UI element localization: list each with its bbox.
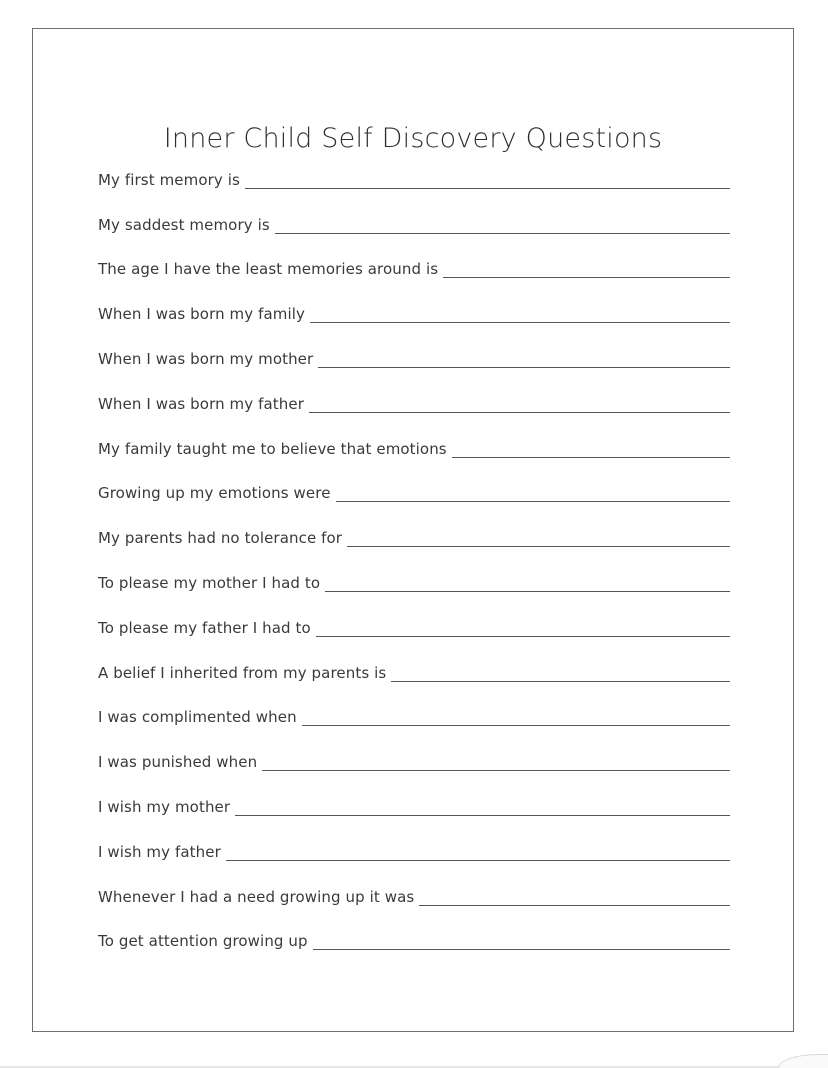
question-item xyxy=(98,608,730,653)
question-item xyxy=(98,518,730,563)
question-label: I was complimented when xyxy=(98,708,297,727)
answer-line[interactable] xyxy=(443,277,730,278)
answer-line[interactable] xyxy=(347,546,730,547)
answer-line[interactable] xyxy=(316,636,730,637)
question-label: My family taught me to believe that emotions xyxy=(98,439,447,458)
question-label: I wish my mother xyxy=(98,797,231,816)
question-item xyxy=(98,250,730,295)
question-item xyxy=(98,160,730,205)
answer-line[interactable] xyxy=(452,457,730,458)
question-item xyxy=(98,384,730,429)
question-label: To please my mother I had to xyxy=(98,573,321,592)
answer-line[interactable] xyxy=(313,949,730,950)
question-label: When I was born my family xyxy=(98,305,306,324)
answer-line[interactable] xyxy=(302,725,730,726)
page-corner-curl xyxy=(778,1054,828,1068)
question-item xyxy=(98,653,730,698)
question-label: A belief I inherited from my parents is xyxy=(98,663,387,682)
question-item xyxy=(98,294,730,339)
question-item xyxy=(98,742,730,787)
question-label: I was punished when xyxy=(98,753,258,772)
question-label: Growing up my emotions were xyxy=(98,484,331,503)
question-item xyxy=(98,698,730,743)
answer-line[interactable] xyxy=(235,815,730,816)
answer-line[interactable] xyxy=(391,681,730,682)
question-item xyxy=(98,787,730,832)
question-label: My saddest memory is xyxy=(98,215,270,234)
question-label: When I was born my father xyxy=(98,394,304,413)
answer-line[interactable] xyxy=(419,905,730,906)
question-item xyxy=(98,339,730,384)
question-item xyxy=(98,877,730,922)
question-list xyxy=(98,160,730,966)
question-label: When I was born my mother xyxy=(98,349,314,368)
question-item xyxy=(98,205,730,250)
question-label: To get attention growing up xyxy=(98,932,308,951)
question-label: My parents had no tolerance for xyxy=(98,529,343,548)
answer-line[interactable] xyxy=(275,233,730,234)
question-item xyxy=(98,474,730,519)
question-item xyxy=(98,832,730,877)
answer-line[interactable] xyxy=(325,591,730,592)
question-item xyxy=(98,429,730,474)
answer-line[interactable] xyxy=(318,367,730,368)
answer-line[interactable] xyxy=(226,860,730,861)
question-label: My first memory is xyxy=(98,170,240,189)
question-label: The age I have the least memories around is xyxy=(98,260,439,279)
answer-line[interactable] xyxy=(309,412,730,413)
answer-line[interactable] xyxy=(310,322,730,323)
question-item xyxy=(98,922,730,967)
worksheet-title: Inner Child Self Discovery Questions xyxy=(163,123,663,154)
answer-line[interactable] xyxy=(336,501,730,502)
question-label: To please my father I had to xyxy=(98,618,311,637)
question-item xyxy=(98,563,730,608)
question-label: Whenever I had a need growing up it was xyxy=(98,887,415,906)
question-label: I wish my father xyxy=(98,842,221,861)
answer-line[interactable] xyxy=(262,770,730,771)
answer-line[interactable] xyxy=(245,188,730,189)
